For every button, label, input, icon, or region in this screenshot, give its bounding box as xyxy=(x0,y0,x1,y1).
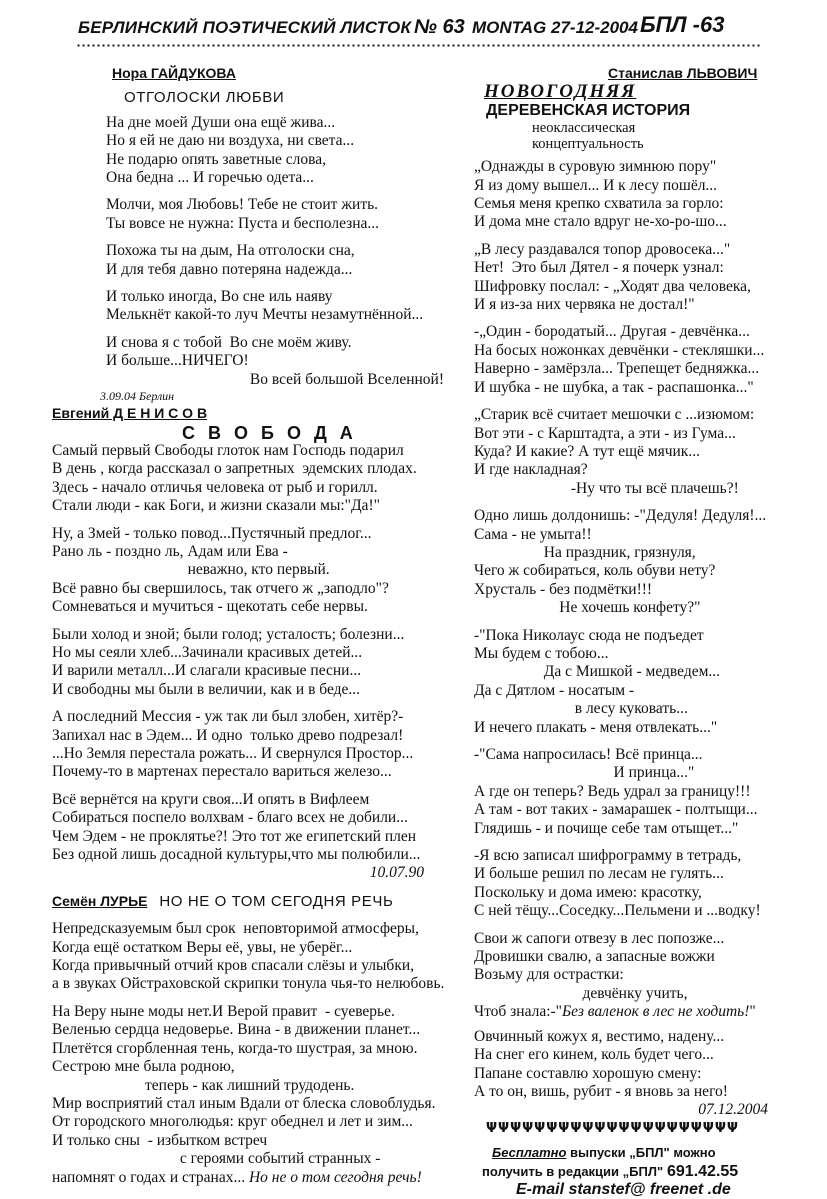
poem-line: -"Сама напросилась! Всё принца... xyxy=(474,746,703,763)
poem-line: Нет! Это был Дятел - я почерк узнал: xyxy=(474,259,724,277)
poem-line: Здесь - начало отличья человека от рыб и горилл. xyxy=(52,478,378,496)
issue-number: № 63 xyxy=(414,16,465,38)
poem-line: А где он теперь? Ведь удрал за границу!!! xyxy=(474,782,751,800)
poem-line: Не подарю опять заветные слова, xyxy=(106,150,326,168)
poem-line: Возьму для острастки: xyxy=(474,966,624,984)
poem-line: Она бедна ... И горечью одета... xyxy=(106,169,314,187)
stanza-gap xyxy=(474,618,794,627)
poem-line: И для тебя давно потеряна надежда... xyxy=(106,260,353,278)
stanza-gap xyxy=(52,516,472,525)
poem-line: Сама - не умыта!! xyxy=(474,525,592,543)
poem-line: Собираться поспело волхвам - благо всех не добили... xyxy=(52,809,408,827)
poem-line: -„Один - бородатый... Другая - девчёнка... xyxy=(474,323,750,341)
stanza-gap xyxy=(52,782,472,791)
poem-line: В день , когда рассказал о запретных эдемских плодах. xyxy=(52,460,417,478)
author-denisov: Евгений Д Е Н И С О В xyxy=(52,405,208,422)
poem-date: 10.07.90 xyxy=(369,864,424,882)
poem-line: И я из-за них червяка не достал!" xyxy=(474,296,695,314)
poem-title-otgoloski: ОТГОЛОСКИ ЛЮБВИ xyxy=(124,89,285,107)
issue-date: MONTAG 27-12-2004 xyxy=(472,18,638,37)
poem-line: И больше...НИЧЕГО! xyxy=(106,352,249,370)
poem-line: теперь - как лишний трудодень. xyxy=(52,1076,355,1094)
poem-line: напомнят о годах и странах... Но не о том сегодня речь! xyxy=(52,1168,422,1186)
poem-line: Да с Дятлом - носатым - xyxy=(474,681,635,699)
poem-line: Запихал нас в Эдем... И одно только древо подрезал! xyxy=(52,726,404,744)
poem-line: Но мы сеяли хлеб...Зачинали красивых детей... xyxy=(52,643,363,661)
poem-line: И дома мне стало вдруг не-хо-ро-шо... xyxy=(474,213,727,231)
poem-title-svoboda: С В О Б О Д А xyxy=(182,422,357,443)
poem-line: Да с Мишкой - медведем... xyxy=(474,663,721,681)
stanza-gap xyxy=(106,233,472,242)
poem-line: И больше решил по лесам не гулять... xyxy=(474,865,724,883)
poem-line: И свободны мы были в величии, как и в беде... xyxy=(52,680,361,698)
poem-line: а в звуках Ойстраховской скрипки тонула чья-то нелюбовь. xyxy=(52,975,445,993)
poem-line: Молчи, моя Любовь! Тебе не стоит жить. xyxy=(106,196,379,214)
poem-line: Были холод и зной; были голод; усталость; болезни... xyxy=(52,625,405,643)
poem-line: И снова я с тобой Во сне моём живу. xyxy=(106,333,352,351)
poem-line: И варили металл...И слагали красивые песни... xyxy=(52,662,362,680)
poem-line: Самый первый Свободы глоток нам Господь подарил xyxy=(52,441,404,459)
poem-line: Мы будем с тобою... xyxy=(474,644,609,662)
poem-line: Я из дому вышел... И к лесу пошёл... xyxy=(474,176,718,194)
stanza-gap xyxy=(106,187,472,196)
poem-line: Почему-то в мартенах перестало вариться железо... xyxy=(52,763,392,781)
poem-line: От городского многолюдья: круг обеднел и лет и зим... xyxy=(52,1113,413,1131)
poem-line: Одно лишь долдонишь: -"Дедуля! Дедуля!... xyxy=(474,507,767,525)
poem-line: Рано ль - поздно ль, Адам или Ева - xyxy=(52,542,288,560)
stanza-gap xyxy=(106,279,472,288)
editorial-contact: получить в редакции „БПЛ" 691.42.55 xyxy=(482,1162,739,1180)
poem-line: На праздник, грязнуля, xyxy=(474,543,696,561)
section-title-novogodnyaya: НОВОГОДНЯЯ xyxy=(484,81,637,103)
poem-line: Вот эти - с Карштадта, а эти - из Гума... xyxy=(474,424,736,442)
poem-line: Наверно - замёрзла... Трепещет бедняжка... xyxy=(474,360,760,378)
poem-lurye-body xyxy=(52,920,472,1168)
phone-number: 691.42.55 xyxy=(667,1162,739,1180)
poem-line: Чтоб знала:-"Без валенок в лес не ходить!" xyxy=(474,1003,756,1021)
poem-line: Всё вернётся на круги своя...И опять в Вифлеем xyxy=(52,790,370,808)
stanza-gap xyxy=(474,314,794,323)
poem-line: Не хочешь конфету?" xyxy=(474,599,701,617)
stanza-gap xyxy=(52,994,472,1003)
poem-line: Сомневаться и мучиться - щекотать себе нервы. xyxy=(52,598,368,616)
poem-line: Мелькнёт какой-то луч Мечты незамутнённой... xyxy=(106,306,424,324)
free-word: Бесплатно xyxy=(492,1145,567,1161)
poem-line: -Ну что ты всё плачешь?! xyxy=(474,479,739,497)
poem-line: с героями событий странных - xyxy=(52,1150,381,1168)
poem-line: Куда? И какие? А тут ещё мячик... xyxy=(474,442,700,460)
poem-line: И принца..." xyxy=(474,764,695,782)
poem-line: Шифровку послал: - „Ходят два человека, xyxy=(474,277,751,295)
poem-line: С ней тёщу...Соседку...Пельмени и ...водку! xyxy=(474,902,761,920)
newsletter-title: БЕРЛИНСКИЙ ПОЭТИЧЕСКИЙ ЛИСТОК xyxy=(78,18,412,37)
stanza-gap xyxy=(52,699,472,708)
poem-line: Ну, а Змей - только повод...Пустячный предлог... xyxy=(52,524,372,542)
stanza-gap xyxy=(52,617,472,626)
poem-line: ...Но Земля перестала рожать... И свернулся Простор... xyxy=(52,745,414,762)
poem-line: И только сны - избытком встреч xyxy=(52,1131,268,1149)
poem-line: Семья меня крепко схватила за горло: xyxy=(474,195,724,213)
star-divider xyxy=(76,43,760,48)
poem-title-derevenskaya: ДЕРЕВЕНСКАЯ ИСТОРИЯ xyxy=(486,101,691,119)
poem-signature: 3.09.04 Берлин xyxy=(100,389,175,404)
poem-line: Стали люди - как Боги, и жизни сказали мы:"Да!" xyxy=(52,497,380,515)
stanza-gap xyxy=(474,737,794,746)
poem-derevenskaya-body xyxy=(474,158,794,1003)
poem-line: Плетётся сгорбленная тень, когда-то шустрая, за мною. xyxy=(52,1039,418,1057)
author-gaydukova: Нора ГАЙДУКОВА xyxy=(112,65,236,81)
poem-line: Хрусталь - без подмётки!!! xyxy=(474,580,653,598)
stanza-gap xyxy=(474,838,794,847)
poem-line: Но я ей не даю ни воздуха, ни света... xyxy=(106,132,355,150)
poem-line: „Однажды в суровую зимнюю пору" xyxy=(474,158,717,176)
poem-line: А там - вот таких - замарашек - полтыщи... xyxy=(474,801,758,819)
poem-line: „В лесу раздавался топор дровосека..." xyxy=(474,240,731,258)
poem-line: Сестрою мне была родною, xyxy=(52,1058,235,1076)
poem-line: На Веру ныне моды нет.И Верой правит - суеверье. xyxy=(52,1002,395,1020)
poem-line: И нечего плакать - меня отвлекать..." xyxy=(474,718,718,736)
email-address[interactable]: E-mail stanstef@ freenet .de xyxy=(516,1180,731,1198)
poem-line: На снег его кинем, коль будет чего... xyxy=(474,1046,714,1064)
poem-line: Папане составлю хорошую смену: xyxy=(474,1064,702,1082)
poem-line: А последний Мессия - уж так ли был злобен, хитёр?- xyxy=(52,708,404,726)
poem-line: „Старик всё считает мешочки с ...изюмом: xyxy=(474,406,755,424)
poem-subtitle: неоклассическая xyxy=(532,120,636,137)
poem-line: -Я всю записал шифрограмму в тетрадь, xyxy=(474,847,742,865)
poem-line: На дне моей Души она ещё жива... xyxy=(106,113,336,131)
poem-line: Когда ещё остатком Веры её, увы, не уберёг... xyxy=(52,938,353,956)
poem-otgoloski-body xyxy=(52,114,472,371)
poem-line: Поскольку и дома имею: красотку, xyxy=(474,883,702,901)
poem-line: Овчинный кожух я, вестимо, надену... xyxy=(474,1027,725,1045)
poem-line: Веленью сердца недоверье. Вина - в движении планет... xyxy=(52,1021,421,1039)
poem-line: -"Пока Николаус сюда не подъедет xyxy=(474,626,704,644)
poem-line: девчёнку учить, xyxy=(474,984,688,1002)
poem-line: Чего ж собираться, коль обуви нету? xyxy=(474,562,716,580)
ornament-divider: ΨΨΨΨΨΨΨΨΨΨΨΨΨΨΨΨΨΨΨΨΨ xyxy=(486,1120,739,1136)
right-column xyxy=(474,64,794,1199)
poem-date: 07.12.2004 xyxy=(698,1101,768,1119)
poem-line: И только иногда, Во сне иль наяву xyxy=(106,288,333,306)
author-lurye: Семён ЛУРЬЕ xyxy=(52,892,148,909)
page-label: БПЛ -63 xyxy=(640,12,725,37)
stanza-gap xyxy=(474,498,794,507)
free-notice: Бесплатно выпуски „БПЛ" можно xyxy=(492,1145,716,1161)
poem-line: Мир восприятий стал иным Вдали от блеска словоблудья. xyxy=(52,1094,436,1112)
poem-subtitle: концептуальность xyxy=(532,136,644,153)
poem-line: Когда привычный отчий кров спасали слёзы и улыбки, xyxy=(52,957,415,975)
author-lvovich: Станислав ЛЬВОВИЧ xyxy=(608,65,758,81)
poem-line: Чем Эдем - не проклятье?! Это тот же египетский плен xyxy=(52,827,417,845)
poem-line: А то он, вишь, рубит - я вновь за него! xyxy=(474,1082,728,1100)
poem-line: Во всей большой Вселенной! xyxy=(249,370,444,388)
stanza-gap xyxy=(474,397,794,406)
poem-line: в лесу куковать... xyxy=(474,700,688,718)
stanza-gap xyxy=(474,921,794,930)
poem-line: На босых ножонках девчёнки - стекляшки... xyxy=(474,341,765,359)
poem-line: Дровишки свалю, а запасные вожжи xyxy=(474,948,715,966)
poem-line: Свои ж сапоги отвезу в лес попозже... xyxy=(474,929,725,947)
poem-line: Ты вовсе не нужна: Пуста и бесполезна... xyxy=(106,214,380,232)
left-column xyxy=(52,64,472,1187)
poem-title-no-ne-o-tom: НО НЕ О ТОМ СЕГОДНЯ РЕЧЬ xyxy=(159,892,394,910)
poem-derevenskaya-ending xyxy=(474,1028,794,1102)
poem-line: И где накладная? xyxy=(474,461,588,479)
poem-line: Всё равно бы свершилось, так отчего ж „заподло"? xyxy=(52,579,389,597)
poem-svoboda-body xyxy=(52,442,472,865)
poem-line: Похожа ты на дым, На отголоски сна, xyxy=(106,242,355,260)
stanza-gap xyxy=(474,232,794,241)
poem-line: неважно, кто первый. xyxy=(52,561,330,579)
stanza-gap xyxy=(106,325,472,334)
poem-line: Непредсказуемым был срок неповторимой атмосферы, xyxy=(52,920,419,938)
poem-line: Без одной лишь досадной культуры,что мы полюбили... xyxy=(52,846,421,864)
poem-line: И шубка - не шубка, а так - распашонка..." xyxy=(474,378,754,396)
poem-line: Глядишь - и почище себе там отыщет..." xyxy=(474,819,739,837)
